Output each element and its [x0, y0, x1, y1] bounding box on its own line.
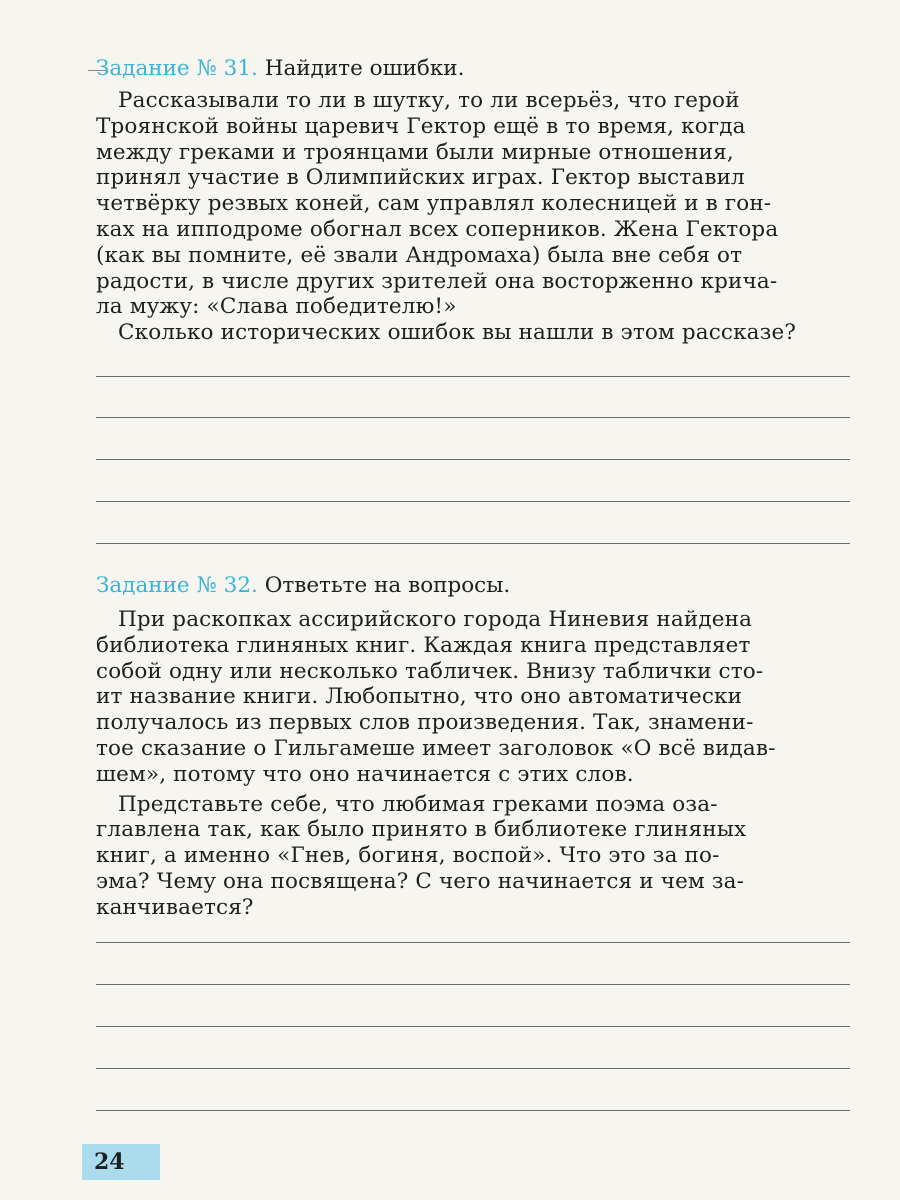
answer-line[interactable] — [96, 1068, 850, 1069]
answer-line[interactable] — [96, 543, 850, 544]
task-32-question: Представьте себе, что любимая греками поэма оза- главлена так, как было принято в библиотеке глиняных книг, а именно «Гнев, богиня, воспой». Что это за по- эма? Чему она посвящена? С чего начинается и чем за- канчивается? — [96, 791, 747, 920]
answer-line[interactable] — [96, 1026, 850, 1027]
task-31-instruction: Найдите ошибки. — [264, 56, 465, 81]
task-31-heading — [96, 54, 850, 84]
answer-line[interactable] — [96, 376, 850, 377]
task-32-instruction: Ответьте на вопросы. — [264, 573, 511, 598]
task-31-label: Задание № 31. — [96, 56, 258, 81]
task-31 — [96, 54, 850, 346]
task-31-question: Сколько исторических ошибок вы нашли в этом рассказе? — [118, 320, 797, 346]
task-32-heading — [96, 571, 850, 601]
answer-line[interactable] — [96, 1110, 850, 1111]
answer-line[interactable] — [96, 984, 850, 985]
task-32-label: Задание № 32. — [96, 573, 258, 598]
answer-line[interactable] — [96, 501, 850, 502]
answer-line[interactable] — [96, 942, 850, 943]
page-number: 24 — [94, 1149, 125, 1175]
task-32 — [96, 571, 850, 921]
task-31-text: Рассказывали то ли в шутку, то ли всерьёз, что герой Троянской войны царевич Гектор ещё в то время, когда между греками и троянцами были мирные отношения, принял участие в Олимпийских играх. Гектор выставил четвёрку резвых коней, сам управлял колесницей и в гон- ках на ипподроме обогнал всех соперников. Жена Гектора (как вы помните, её звали Андромаха) была вне себя от радости, в числе других зрителей она восторженно крича- ла мужу: «Слава победителю!» — [96, 88, 779, 320]
answer-line[interactable] — [96, 417, 850, 418]
answer-line[interactable] — [96, 459, 850, 460]
task-32-text: При раскопках ассирийского города Ниневия найдена библиотека глиняных книг. Каждая книга представляет собой одну или несколько табличек. Внизу таблички сто- ит название книги. Любопытно, что оно автоматически получалось из первых слов произведения. Так, знамени- тое сказание о Гильгамеше имеет заголовок «О всё видав- шем», потому что оно начинается с этих слов. — [96, 607, 776, 787]
